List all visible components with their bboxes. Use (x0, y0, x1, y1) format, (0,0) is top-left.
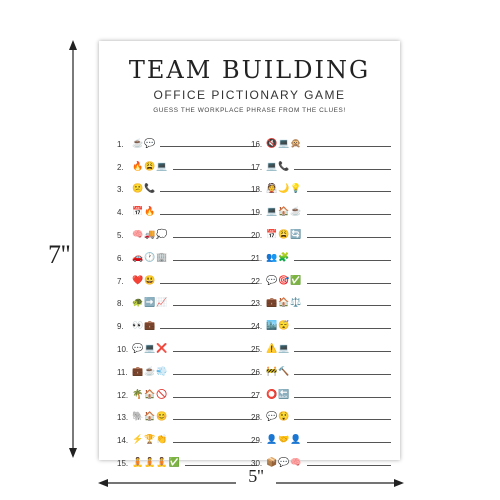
clue-number: 19. (251, 208, 263, 218)
clue-row (117, 331, 257, 354)
clue-column-left (117, 126, 257, 468)
clue-number: 11. (117, 367, 128, 377)
clue-emoji: 💻🏠☕ (266, 206, 303, 217)
clue-row (251, 172, 391, 195)
clue-number: 1. (117, 139, 124, 149)
clue-number: 12. (117, 390, 129, 400)
clue-number: 20. (251, 230, 263, 240)
answer-line[interactable] (173, 441, 257, 443)
clue-row (117, 194, 257, 217)
clue-number: 18. (251, 185, 263, 195)
answer-line[interactable] (185, 464, 257, 466)
clue-emoji: 📦💬🧠 (266, 456, 303, 467)
clue-row (251, 354, 391, 377)
answer-line[interactable] (307, 282, 391, 284)
clue-row (251, 331, 391, 354)
answer-line[interactable] (307, 441, 391, 443)
card-subtitle: OFFICE PICTIONARY GAME (153, 88, 346, 102)
answer-line[interactable] (160, 190, 257, 192)
clue-row (251, 308, 391, 331)
clue-number: 23. (251, 299, 263, 309)
clue-row (251, 263, 391, 286)
clue-number: 8. (117, 299, 124, 309)
clue-emoji: 🚧🔨 (266, 365, 291, 376)
clue-emoji: 😕📞 (132, 183, 157, 194)
clue-row (117, 308, 257, 331)
clue-number: 16. (251, 139, 263, 149)
answer-line[interactable] (294, 259, 391, 261)
clue-number: 14. (117, 436, 129, 446)
clue-row (117, 172, 257, 195)
clue-row (251, 422, 391, 445)
answer-line[interactable] (307, 236, 391, 238)
game-card (99, 41, 400, 468)
clue-column-right (251, 126, 391, 468)
width-label: 5'' (236, 466, 276, 487)
clue-emoji: 📅😩🔄 (266, 228, 303, 239)
clue-row (117, 217, 257, 240)
answer-line[interactable] (173, 350, 257, 352)
answer-line[interactable] (307, 190, 391, 192)
clue-emoji: 👀💼 (132, 320, 157, 331)
clue-emoji: 🏙️😴 (266, 320, 291, 331)
clue-number: 29. (251, 436, 263, 446)
clue-number: 21. (251, 253, 263, 263)
clue-number: 27. (251, 390, 263, 400)
clue-number: 30. (251, 458, 263, 468)
clue-row (117, 286, 257, 309)
clue-row (251, 377, 391, 400)
clue-emoji: 💼☕💨 (132, 365, 169, 376)
answer-line[interactable] (294, 350, 391, 352)
answer-line[interactable] (173, 418, 257, 420)
clue-number: 7. (117, 276, 124, 286)
clue-row (117, 126, 257, 149)
clue-number: 13. (117, 413, 129, 423)
clue-number: 5. (117, 230, 124, 240)
answer-line[interactable] (173, 304, 257, 306)
answer-line[interactable] (173, 373, 257, 375)
clue-row (251, 126, 391, 149)
clue-emoji: 👥🧩 (266, 251, 291, 262)
answer-line[interactable] (307, 145, 391, 147)
answer-line[interactable] (173, 236, 257, 238)
clue-number: 15. (117, 458, 129, 468)
answer-line[interactable] (160, 145, 257, 147)
clue-emoji: 💬😲 (266, 411, 291, 422)
clue-row (251, 286, 391, 309)
clue-number: 6. (117, 253, 124, 263)
clue-number: 3. (117, 185, 124, 195)
answer-line[interactable] (294, 327, 391, 329)
answer-line[interactable] (294, 418, 391, 420)
clue-row (117, 400, 257, 423)
clue-emoji: 💬🎯✅ (266, 274, 303, 285)
clue-row (117, 377, 257, 400)
clue-emoji: 🧠🚚💭 (132, 228, 169, 239)
clue-number: 10. (117, 344, 129, 354)
clue-number: 4. (117, 208, 124, 218)
clue-row (251, 400, 391, 423)
clue-row (251, 217, 391, 240)
clue-number: 9. (117, 322, 124, 332)
clue-emoji: ☕💬 (132, 137, 157, 148)
clue-number: 25. (251, 344, 263, 354)
clue-emoji: 💬💻❌ (132, 342, 169, 353)
clue-number: 22. (251, 276, 263, 286)
clue-emoji: 💼🏠⚖️ (266, 297, 303, 308)
answer-line[interactable] (173, 396, 257, 398)
card-instructions: GUESS THE WORKPLACE PHRASE FROM THE CLUES! (153, 107, 346, 114)
answer-line[interactable] (307, 304, 391, 306)
clue-row (117, 354, 257, 377)
answer-line[interactable] (160, 327, 257, 329)
answer-line[interactable] (294, 396, 391, 398)
clue-row (251, 445, 391, 468)
answer-line[interactable] (307, 464, 391, 466)
clue-row (117, 149, 257, 172)
answer-line[interactable] (173, 168, 257, 170)
clue-row (251, 240, 391, 263)
clue-emoji: 🔇💻🙊 (266, 137, 303, 148)
clue-row (251, 149, 391, 172)
clue-row (251, 194, 391, 217)
clue-emoji: 👤🤝👤 (266, 434, 303, 445)
clue-number: 28. (251, 413, 263, 423)
clue-row (117, 445, 257, 468)
clue-number: 17. (251, 162, 263, 172)
clue-emoji: ⚠️💻 (266, 342, 291, 353)
answer-line[interactable] (160, 282, 257, 284)
clue-number: 24. (251, 322, 263, 332)
clue-row (117, 240, 257, 263)
clue-number: 2. (117, 162, 124, 172)
clue-emoji: 🚗🕐🏢 (132, 251, 169, 262)
answer-line[interactable] (294, 373, 391, 375)
answer-line[interactable] (160, 213, 257, 215)
clue-number: 26. (251, 367, 263, 377)
clue-emoji: 🧘🧘🧘✅ (132, 456, 181, 467)
height-label: 7'' (48, 240, 71, 269)
card-title: TEAM BUILDING (128, 56, 371, 84)
clue-emoji: 🐢➡️📈 (132, 297, 169, 308)
clue-emoji: ⭕🔙 (266, 388, 291, 399)
clue-emoji: 🔥😩💻 (132, 160, 169, 171)
clue-row (117, 422, 257, 445)
clue-emoji: 💻📞 (266, 160, 291, 171)
clue-emoji: 📅🔥 (132, 206, 157, 217)
answer-line[interactable] (173, 259, 257, 261)
answer-line[interactable] (307, 213, 391, 215)
clue-row (117, 263, 257, 286)
answer-line[interactable] (294, 168, 391, 170)
clue-emoji: 👰🌙💡 (266, 183, 303, 194)
clue-emoji: ⚡🏆👏 (132, 434, 169, 445)
clue-emoji: ❤️😃 (132, 274, 157, 285)
clue-emoji: 🌴🏠🚫 (132, 388, 169, 399)
clue-emoji: 🐘🏠😊 (132, 411, 169, 422)
